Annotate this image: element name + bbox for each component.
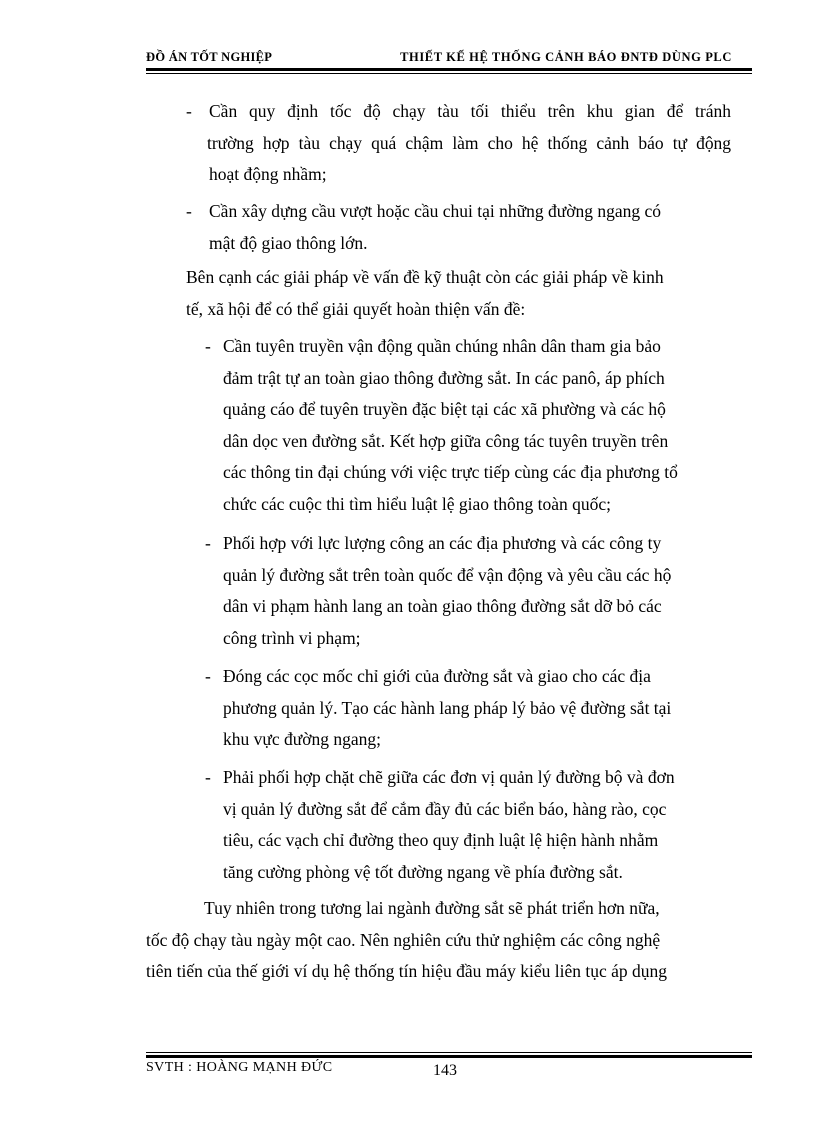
header-left-title: ĐỒ ÁN TỐT NGHIỆP <box>146 50 273 64</box>
footer-author: SVTH : HOÀNG MẠNH ĐỨC <box>146 1060 333 1075</box>
text-line: hoạt động nhầm; <box>209 164 327 184</box>
text-line: quản lý đường sắt trên toàn quốc để vận động và yêu cầu các hộ <box>223 564 672 585</box>
text-line: Cần xây dựng cầu vượt hoặc cầu chui tại những đường ngang có <box>209 201 662 221</box>
bullet-marker: - <box>186 101 192 121</box>
closing-paragraph <box>146 893 731 988</box>
sub-item-2 <box>223 528 731 654</box>
text-line: Tuy nhiên trong tương lai ngành đường sắt sẽ phát triển hơn nữa, <box>204 898 660 918</box>
sub-item-1 <box>223 331 731 520</box>
bullet-marker: - <box>205 767 211 787</box>
text-line: công trình vi phạm; <box>223 627 361 648</box>
footer-rule-thick <box>146 1055 752 1058</box>
text-line: Đóng các cọc mốc chỉ giới của đường sắt và giao cho các địa <box>223 666 651 686</box>
bullet-marker: - <box>205 336 211 356</box>
text-line: chức các cuộc thi tìm hiểu luật lệ giao thông toàn quốc; <box>223 493 612 514</box>
bullet-marker: - <box>205 666 211 686</box>
text-line: quảng cáo để tuyên truyền đặc biệt tại các xã phường và các hộ <box>223 399 666 419</box>
text-line: đảm trật tự an toàn giao thông đường sắt. In các panô, áp phích <box>223 367 665 388</box>
bullet-marker: - <box>205 533 211 553</box>
sub-item-3 <box>223 661 731 756</box>
list-item-1 <box>209 96 731 191</box>
text-line: Bên cạnh các giải pháp về vấn đề kỹ thuật còn các giải pháp về kinh <box>186 267 664 287</box>
text-line: các thông tin đại chúng với việc trực tiếp cùng các địa phương tổ <box>223 462 678 482</box>
text-line: vị quản lý đường sắt để cắm đầy đủ các biển báo, hàng rào, cọc <box>223 798 667 819</box>
list-item-2 <box>209 196 731 259</box>
page-number: 143 <box>433 1062 457 1079</box>
text-line: tế, xã hội để có thể giải quyết hoàn thiện vấn đề: <box>186 298 526 319</box>
sub-item-4 <box>223 762 731 888</box>
text-line: Cần tuyên truyền vận động quần chúng nhân dân tham gia bảo <box>223 336 661 356</box>
text-line: mật độ giao thông lớn. <box>209 232 368 253</box>
intro-paragraph <box>186 262 731 325</box>
bullet-marker: - <box>186 201 192 221</box>
page-header <box>146 44 752 70</box>
text-line: Phối hợp với lực lượng công an các địa phương và các công ty <box>223 533 662 553</box>
text-line: dân vi phạm hành lang an toàn giao thông đường sắt dỡ bỏ các <box>223 596 662 616</box>
text-line: tiên tiến của thế giới ví dụ hệ thống tín hiệu đầu máy kiểu liên tục áp dụng <box>146 961 668 981</box>
text-line: dân dọc ven đường sắt. Kết hợp giữa công tác tuyên truyền trên <box>223 430 669 451</box>
text-line: tốc độ chạy tàu ngày một cao. Nên nghiên cứu thử nghiệm các công nghệ <box>146 929 661 950</box>
text-line: khu vực đường ngang; <box>223 729 381 749</box>
header-rule-thick <box>146 68 752 71</box>
header-right-title: THIẾT KẾ HỆ THỐNG CẢNH BÁO ĐNTĐ DÙNG PLC <box>400 50 732 64</box>
text-line: tăng cường phòng vệ tốt đường ngang về phía đường sắt. <box>223 861 623 882</box>
text-line: tiêu, các vạch chỉ đường theo quy định luật lệ hiện hành nhằm <box>223 830 659 850</box>
footer-rule-thin <box>146 1052 752 1053</box>
header-rule-thin <box>146 73 752 74</box>
text-line: Cần quy định tốc độ chạy tàu tối thiểu trên khu gian để tránh <box>209 101 731 121</box>
text-line: Phải phối hợp chặt chẽ giữa các đơn vị quản lý đường bộ và đơn <box>223 767 675 787</box>
text-line: trường hợp tàu chạy quá chậm làm cho hệ thống cảnh báo tự động <box>207 132 731 153</box>
text-line: phương quản lý. Tạo các hành lang pháp lý bảo vệ đường sắt tại <box>223 697 672 718</box>
